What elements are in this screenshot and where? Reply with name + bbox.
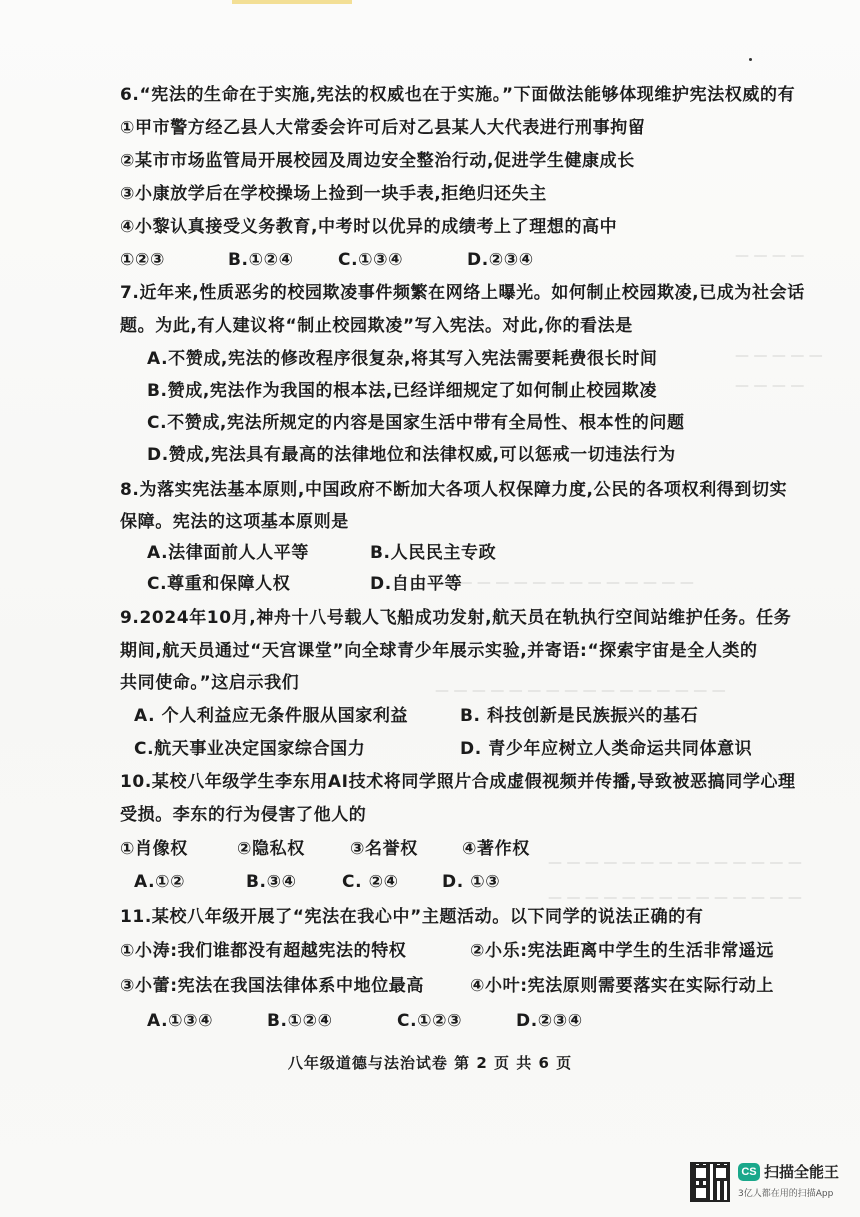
bleed-through: — — — — — — — — — — — — — — — — — [435, 683, 726, 699]
page-footer: 八年级道德与法治试卷 第 2 页 共 6 页 — [287, 1054, 573, 1072]
bleed-through: — — — — — — — — — — — — — — — [548, 855, 802, 871]
question-10-stem-line-1: 10.某校八年级学生李东用AI技术将同学照片合成虚假视频并传播,导致被恶搞同学心理 — [120, 772, 796, 792]
question-10-item-1: ①肖像权 — [120, 839, 188, 859]
question-11-item-1: ①小涛:我们谁都没有超越宪法的特权 — [120, 941, 407, 961]
question-6-option-b: B.①②④ — [228, 250, 294, 270]
qr-code-icon — [690, 1162, 730, 1202]
question-10-item-4: ④著作权 — [462, 839, 530, 859]
question-10-stem-line-2: 受损。李东的行为侵害了他人的 — [120, 805, 367, 825]
qr-finder-icon — [693, 1165, 709, 1181]
bleed-through: — — — — — — [735, 348, 823, 364]
question-11-stem: 11.某校八年级开展了“宪法在我心中”主题活动。以下同学的说法正确的有 — [120, 907, 704, 927]
question-9-option-d: D. 青少年应树立人类命运共同体意识 — [460, 739, 753, 759]
bleed-through: — — — — — — — — — — — — — — — [548, 890, 802, 906]
camscanner-logo-icon: CS — [738, 1163, 760, 1181]
question-7-option-c: C.不赞成,宪法所规定的内容是国家生活中带有全局性、根本性的问题 — [147, 413, 685, 433]
question-6-option-c: C.①③④ — [338, 250, 404, 270]
question-8-option-a: A.法律面前人人平等 — [147, 543, 309, 563]
scanner-tagline: 3亿人都在用的扫描App — [738, 1189, 834, 1199]
bleed-through: — — — — — — — — — — — — — — — [440, 575, 694, 591]
question-7-stem-line-2: 题。为此,有人建议将“制止校园欺凌”写入宪法。对此,你的看法是 — [120, 316, 633, 336]
question-10-option-c: C. ②④ — [342, 872, 399, 892]
scanner-app-name: 扫描全能王 — [764, 1163, 840, 1181]
question-7-option-b: B.赞成,宪法作为我国的根本法,已经详细规定了如何制止校园欺凌 — [147, 381, 657, 401]
top-edge-mark — [232, 0, 352, 4]
bleed-through: — — — — — [735, 248, 805, 264]
scan-speck — [749, 58, 752, 61]
question-11-option-a: A.①③④ — [147, 1011, 214, 1031]
question-9-option-a: A. 个人利益应无条件服从国家利益 — [134, 706, 409, 726]
question-11-option-c: C.①②③ — [397, 1011, 463, 1031]
question-8-stem-line-2: 保障。宪法的这项基本原则是 — [120, 512, 349, 532]
question-11-item-2: ②小乐:宪法距离中学生的生活非常遥远 — [470, 941, 774, 961]
question-10-option-b: B.③④ — [246, 872, 297, 892]
question-7-stem-line-1: 7.近年来,性质恶劣的校园欺凌事件频繁在网络上曝光。如何制止校园欺凌,已成为社会话 — [120, 283, 805, 303]
question-6-item-1: ①甲市警方经乙县人大常委会许可后对乙县某人大代表进行刑事拘留 — [120, 118, 646, 138]
bleed-through: — — — — — [735, 378, 805, 394]
question-8-stem-line-1: 8.为落实宪法基本原则,中国政府不断加大各项人权保障力度,公民的各项权利得到切实 — [120, 480, 788, 500]
question-9-option-b: B. 科技创新是民族振兴的基石 — [460, 706, 699, 726]
question-10-option-d: D. ①③ — [442, 872, 501, 892]
question-6-item-2: ②某市市场监管局开展校园及周边安全整治行动,促进学生健康成长 — [120, 151, 635, 171]
question-9-option-c: C.航天事业决定国家综合国力 — [134, 739, 366, 759]
question-11-item-4: ④小叶:宪法原则需要落实在实际行动上 — [470, 976, 774, 996]
question-7-option-d: D.赞成,宪法具有最高的法律地位和法律权威,可以惩戒一切违法行为 — [147, 445, 676, 465]
question-11-item-3: ③小蕾:宪法在我国法律体系中地位最高 — [120, 976, 424, 996]
qr-finder-icon — [713, 1165, 729, 1181]
question-7-option-a: A.不赞成,宪法的修改程序很复杂,将其写入宪法需要耗费很长时间 — [147, 349, 658, 369]
question-10-item-2: ②隐私权 — [237, 839, 305, 859]
question-6-item-3: ③小康放学后在学校操场上捡到一块手表,拒绝归还失主 — [120, 184, 547, 204]
question-8-option-d: D.自由平等 — [370, 574, 463, 594]
question-6-option-d: D.②③④ — [467, 250, 534, 270]
question-10-item-3: ③名誉权 — [350, 839, 418, 859]
question-6-option-a: ①②③ — [120, 250, 165, 270]
question-6-item-4: ④小黎认真接受义务教育,中考时以优异的成绩考上了理想的高中 — [120, 217, 618, 237]
question-11-option-d: D.②③④ — [516, 1011, 583, 1031]
question-8-option-c: C.尊重和保障人权 — [147, 574, 291, 594]
qr-finder-icon — [693, 1185, 709, 1201]
question-11-option-b: B.①②④ — [267, 1011, 333, 1031]
question-9-stem-line-2: 期间,航天员通过“天宫课堂”向全球青少年展示实验,并寄语:“探索宇宙是全人类的 — [120, 641, 758, 661]
question-9-stem-line-1: 9.2024年10月,神舟十八号载人飞船成功发射,航天员在轨执行空间站维护任务。任务 — [120, 608, 792, 628]
question-6-stem: 6.“宪法的生命在于实施,宪法的权威也在于实施。”下面做法能够体现维护宪法权威的有 — [120, 85, 796, 105]
question-10-option-a: A.①② — [134, 872, 186, 892]
question-9-stem-line-3: 共同使命。”这启示我们 — [120, 673, 300, 693]
question-8-option-b: B.人民民主专政 — [370, 543, 497, 563]
